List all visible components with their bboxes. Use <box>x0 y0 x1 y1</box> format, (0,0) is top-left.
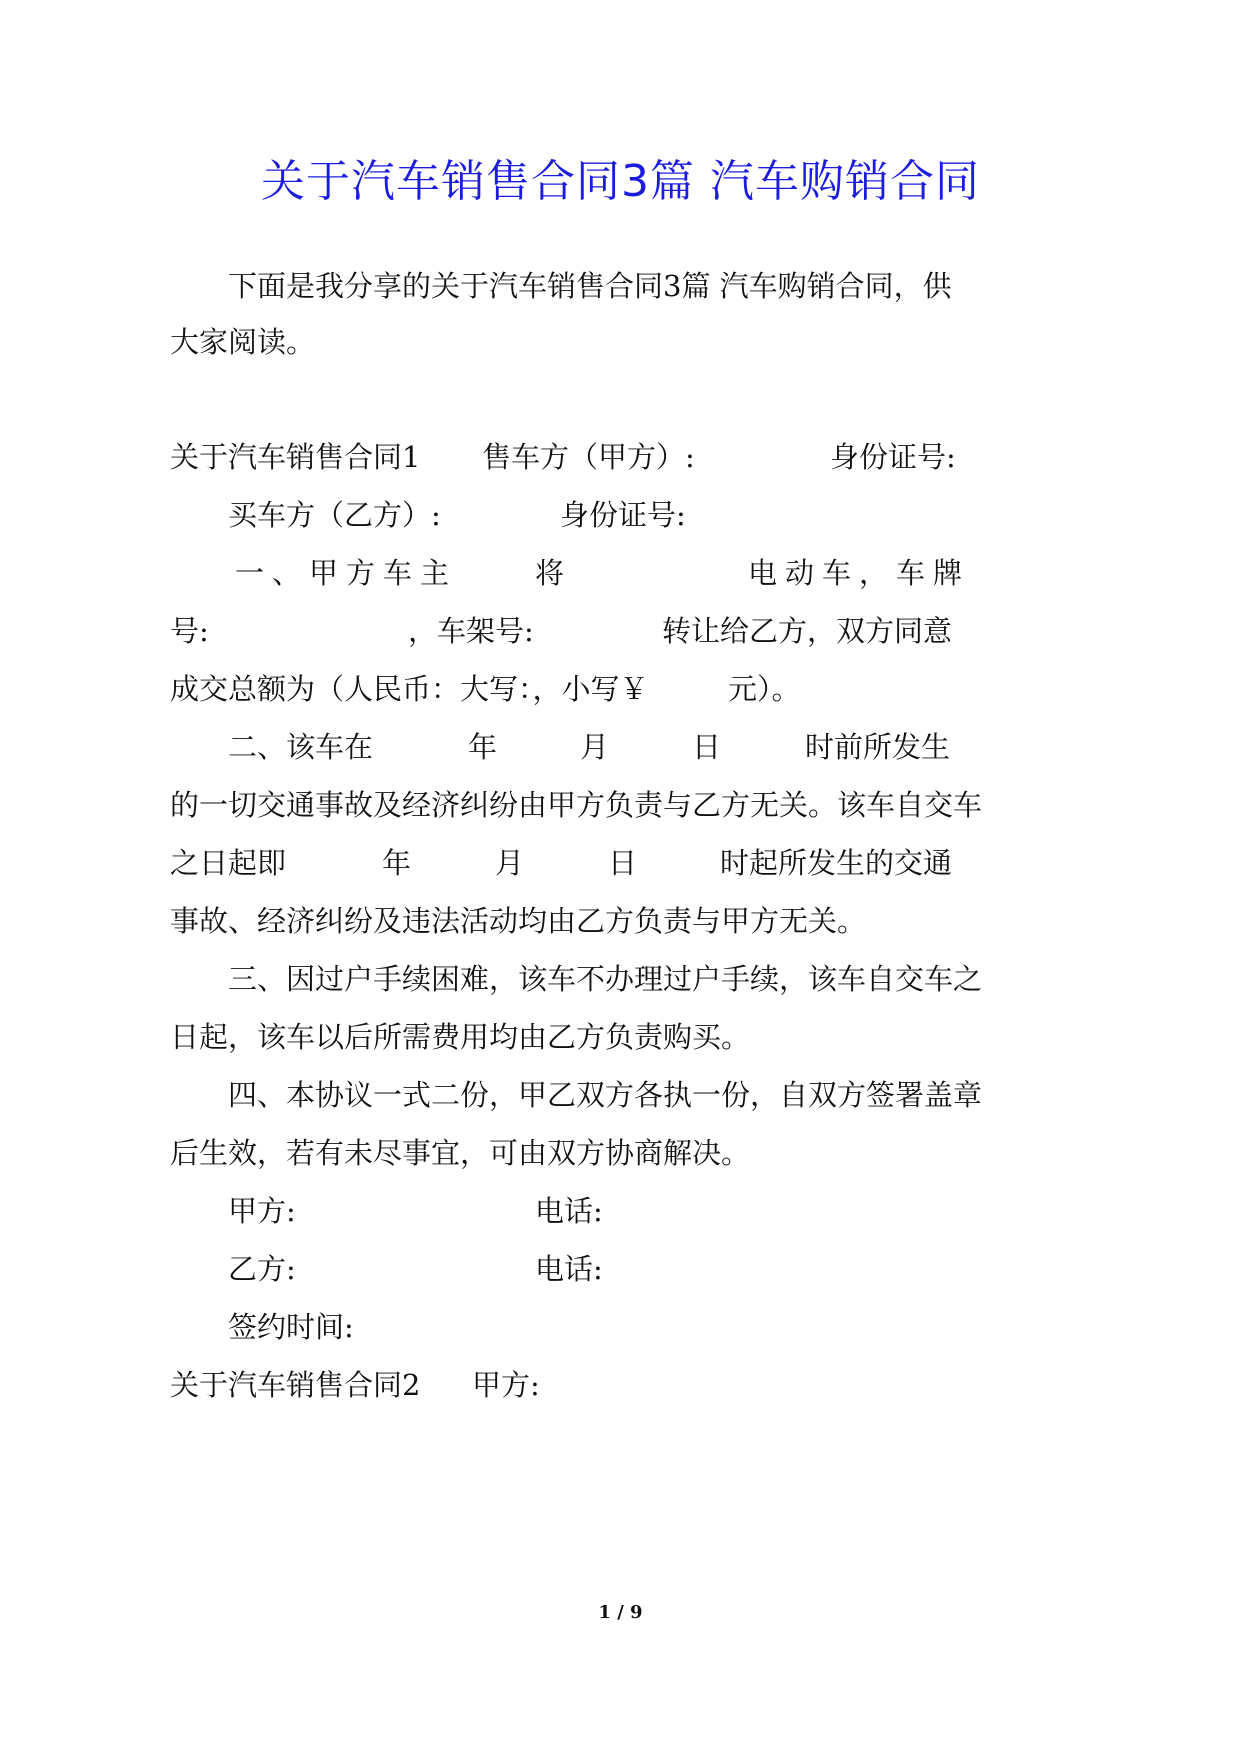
clause2-text-2: 的一切交通事故及经济纠纷由甲方负责与乙方无关。该车自交车 <box>170 788 983 822</box>
document-title: 关于汽车销售合同3篇 汽车购销合同 <box>261 156 980 207</box>
clause1-part-f: 转让给乙方，双方同意 <box>662 614 953 648</box>
clause1-part-a: 一、甲方车主 <box>235 556 458 590</box>
clause1-part-c: 电动车，车牌 <box>748 556 971 590</box>
phone-b-label: 电话: <box>535 1252 603 1286</box>
clause2-line-2 <box>0 784 1241 826</box>
clause3-text-1: 三、因过户手续困难，该车不办理过户手续，该车自交车之 <box>228 962 983 996</box>
clause4-line-2 <box>0 1132 1241 1174</box>
clause1-line-1 <box>0 552 1241 594</box>
clause2-line-3 <box>0 842 1241 884</box>
clause1-line-3 <box>0 668 1241 710</box>
intro-text-2: 大家阅读。 <box>170 325 316 359</box>
contract1-heading: 关于汽车销售合同1 <box>170 440 421 474</box>
buyer-label: 买车方（乙方）: <box>228 498 441 532</box>
clause2-line-1 <box>0 726 1241 768</box>
clause2-part-a: 二、该车在 <box>228 730 374 764</box>
intro-line-1 <box>0 265 1241 307</box>
clause2-part-d: 时起所发生的交通 <box>720 846 953 880</box>
clause1-part-h: 元）。 <box>728 672 801 706</box>
clause3-line-1 <box>0 958 1241 1000</box>
party-a-label: 甲方: <box>228 1194 296 1228</box>
clause3-text-2: 日起，该车以后所需费用均由乙方负责购买。 <box>170 1020 751 1054</box>
contract2-heading: 关于汽车销售合同2 <box>170 1368 421 1402</box>
clause2-month-2: 月 <box>495 846 525 880</box>
buyer-id-label: 身份证号: <box>560 498 686 532</box>
clause4-text-2: 后生效，若有未尽事宜，可由双方协商解决。 <box>170 1136 751 1170</box>
clause1-part-g: 成交总额为（人民币：大写：，小写￥ <box>170 672 649 706</box>
sign-line-b <box>0 1248 1241 1290</box>
page-number: 1 / 9 <box>598 1602 643 1623</box>
contract2-party-a: 甲方: <box>472 1368 540 1402</box>
phone-a-label: 电话: <box>535 1194 603 1228</box>
contract1-heading-line <box>0 436 1241 478</box>
clause2-year-2: 年 <box>382 846 412 880</box>
sign-line-a <box>0 1190 1241 1232</box>
sign-date-label: 签约时间: <box>228 1310 354 1344</box>
clause2-line-4 <box>0 900 1241 942</box>
buyer-line <box>0 494 1241 536</box>
clause1-part-e: ，车架号: <box>408 614 534 648</box>
clause1-part-d: 号: <box>170 614 209 648</box>
clause2-month: 月 <box>580 730 610 764</box>
seller-id-label: 身份证号: <box>830 440 956 474</box>
clause3-line-2 <box>0 1016 1241 1058</box>
clause4-line-1 <box>0 1074 1241 1116</box>
intro-text-1: 下面是我分享的关于汽车销售合同3篇 汽车购销合同，供 <box>228 269 952 303</box>
clause1-line-2 <box>0 610 1241 652</box>
sign-date-line <box>0 1306 1241 1348</box>
seller-label: 售车方（甲方）: <box>482 440 695 474</box>
clause2-part-b: 时前所发生 <box>805 730 951 764</box>
clause4-text-1: 四、本协议一式二份，甲乙双方各执一份，自双方签署盖章 <box>228 1078 983 1112</box>
contract2-heading-line <box>0 1364 1241 1406</box>
clause2-part-c: 之日起即 <box>170 846 287 880</box>
clause2-day: 日 <box>692 730 722 764</box>
clause1-part-b: 将 <box>535 556 565 590</box>
intro-line-2 <box>0 321 1241 363</box>
party-b-label: 乙方: <box>228 1252 296 1286</box>
clause2-year: 年 <box>468 730 498 764</box>
clause2-text-4: 事故、经济纠纷及违法活动均由乙方负责与甲方无关。 <box>170 904 867 938</box>
clause2-day-2: 日 <box>608 846 638 880</box>
